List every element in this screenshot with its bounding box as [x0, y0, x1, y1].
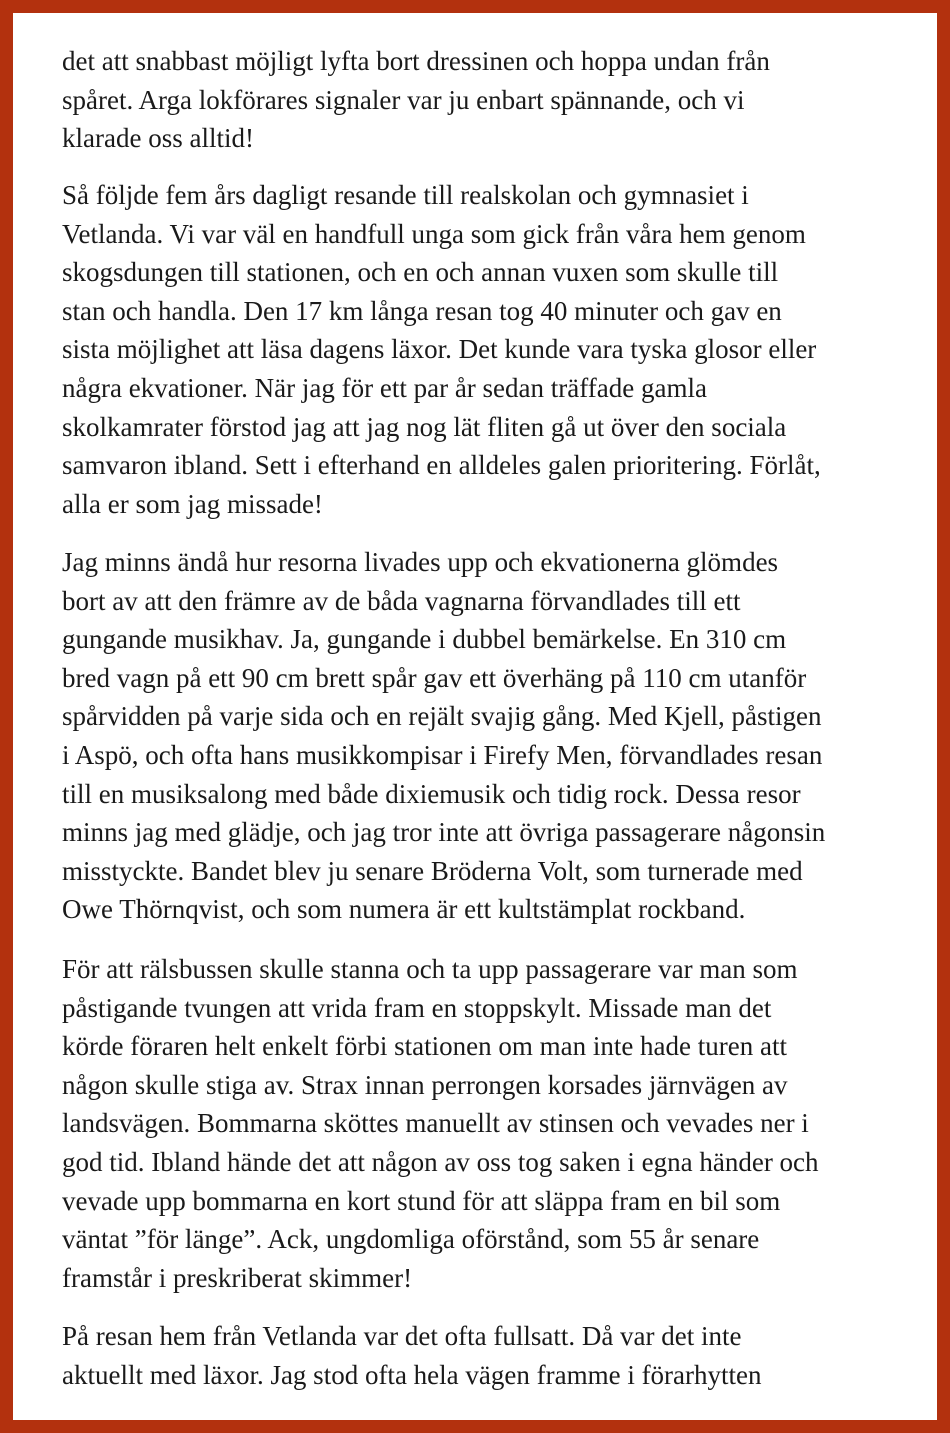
text-line: Så följde fem års dagligt resande till realskolan och gymnasiet i	[62, 180, 749, 210]
text-line: skolkamrater förstod jag att jag nog lät fliten gå ut över den sociala	[62, 411, 787, 442]
text-line: väntat ”för länge”. Ack, ungdomliga oförstånd, som 55 år senare	[62, 1224, 760, 1255]
text-line: det att snabbast möjligt lyfta bort dressinen och hoppa undan från	[62, 46, 770, 76]
text-line: någon skulle stiga av. Strax innan perrongen korsades järnvägen av	[62, 1069, 788, 1100]
text-line: landsvägen. Bommarna sköttes manuellt av stinsen och vevades ner i	[62, 1108, 809, 1139]
text-line: god tid. Ibland hände det att någon av oss tog saken i egna händer och	[62, 1146, 819, 1177]
text-line: sista möjlighet att läsa dagens läxor. Det kunde vara tyska glosor eller	[62, 334, 817, 365]
text-line: klarade oss alltid!	[62, 123, 254, 154]
paragraph-5	[62, 1317, 762, 1394]
text-line: körde föraren helt enkelt förbi stationen om man inte hade turen att	[62, 1031, 787, 1062]
text-line: Owe Thörnqvist, och som numera är ett kultstämplat rockband.	[62, 894, 746, 925]
text-line: Jag minns ändå hur resorna livades upp och ekvationerna glömdes	[62, 547, 779, 577]
text-line: För att rälsbussen skulle stanna och ta upp passagerare var man som	[62, 954, 798, 984]
text-line: gungande musikhav. Ja, gungande i dubbel bemärkelse. En 310 cm	[62, 624, 787, 655]
text-line: minns jag med glädje, och jag tror inte att övriga passagerare någonsin	[62, 817, 826, 848]
text-line: vevade upp bommarna en kort stund för att släppa fram en bil som	[62, 1185, 781, 1216]
text-line: bred vagn på ett 90 cm brett spår gav ett överhäng på 110 cm utanför	[62, 662, 807, 693]
paragraph-2	[62, 176, 821, 523]
text-line: alla er som jag missade!	[62, 488, 323, 519]
text-line: Vetlanda. Vi var väl en handfull unga som gick från våra hem genom	[62, 218, 806, 249]
text-line: skogsdungen till stationen, och en och annan vuxen som skulle till	[62, 257, 779, 288]
paragraph-3	[62, 543, 825, 929]
text-line: samvaron ibland. Sett i efterhand en alldeles galen prioritering. Förlåt,	[62, 450, 821, 481]
text-line: aktuellt med läxor. Jag stod ofta hela vägen framme i förarhytten	[62, 1359, 762, 1390]
text-line: spårvidden på varje sida och en rejält svajig gång. Med Kjell, påstigen	[62, 701, 822, 732]
paragraph-4	[62, 950, 819, 1297]
text-line: påstigande tvungen att vrida fram en stoppskylt. Missade man det	[62, 992, 772, 1023]
text-line: framstår i preskriberat skimmer!	[62, 1262, 413, 1293]
text-line: bort av att den främre av de båda vagnarna förvandlades till ett	[62, 585, 741, 616]
text-line: några ekvationer. När jag för ett par år sedan träffade gamla	[62, 372, 707, 403]
paragraph-1	[62, 42, 770, 158]
text-line: spåret. Arga lokförares signaler var ju enbart spännande, och vi	[62, 84, 745, 115]
text-line: till en musiksalong med både dixiemusik och tidig rock. Dessa resor	[62, 778, 801, 809]
text-line: i Aspö, och ofta hans musikkompisar i Firefy Men, förvandlades resan	[62, 739, 823, 770]
text-line: På resan hem från Vetlanda var det ofta fullsatt. Då var det inte	[62, 1321, 742, 1351]
text-line: misstyckte. Bandet blev ju senare Bröderna Volt, som turnerade med	[62, 855, 803, 886]
text-line: stan och handla. Den 17 km långa resan tog 40 minuter och gav en	[62, 295, 782, 326]
